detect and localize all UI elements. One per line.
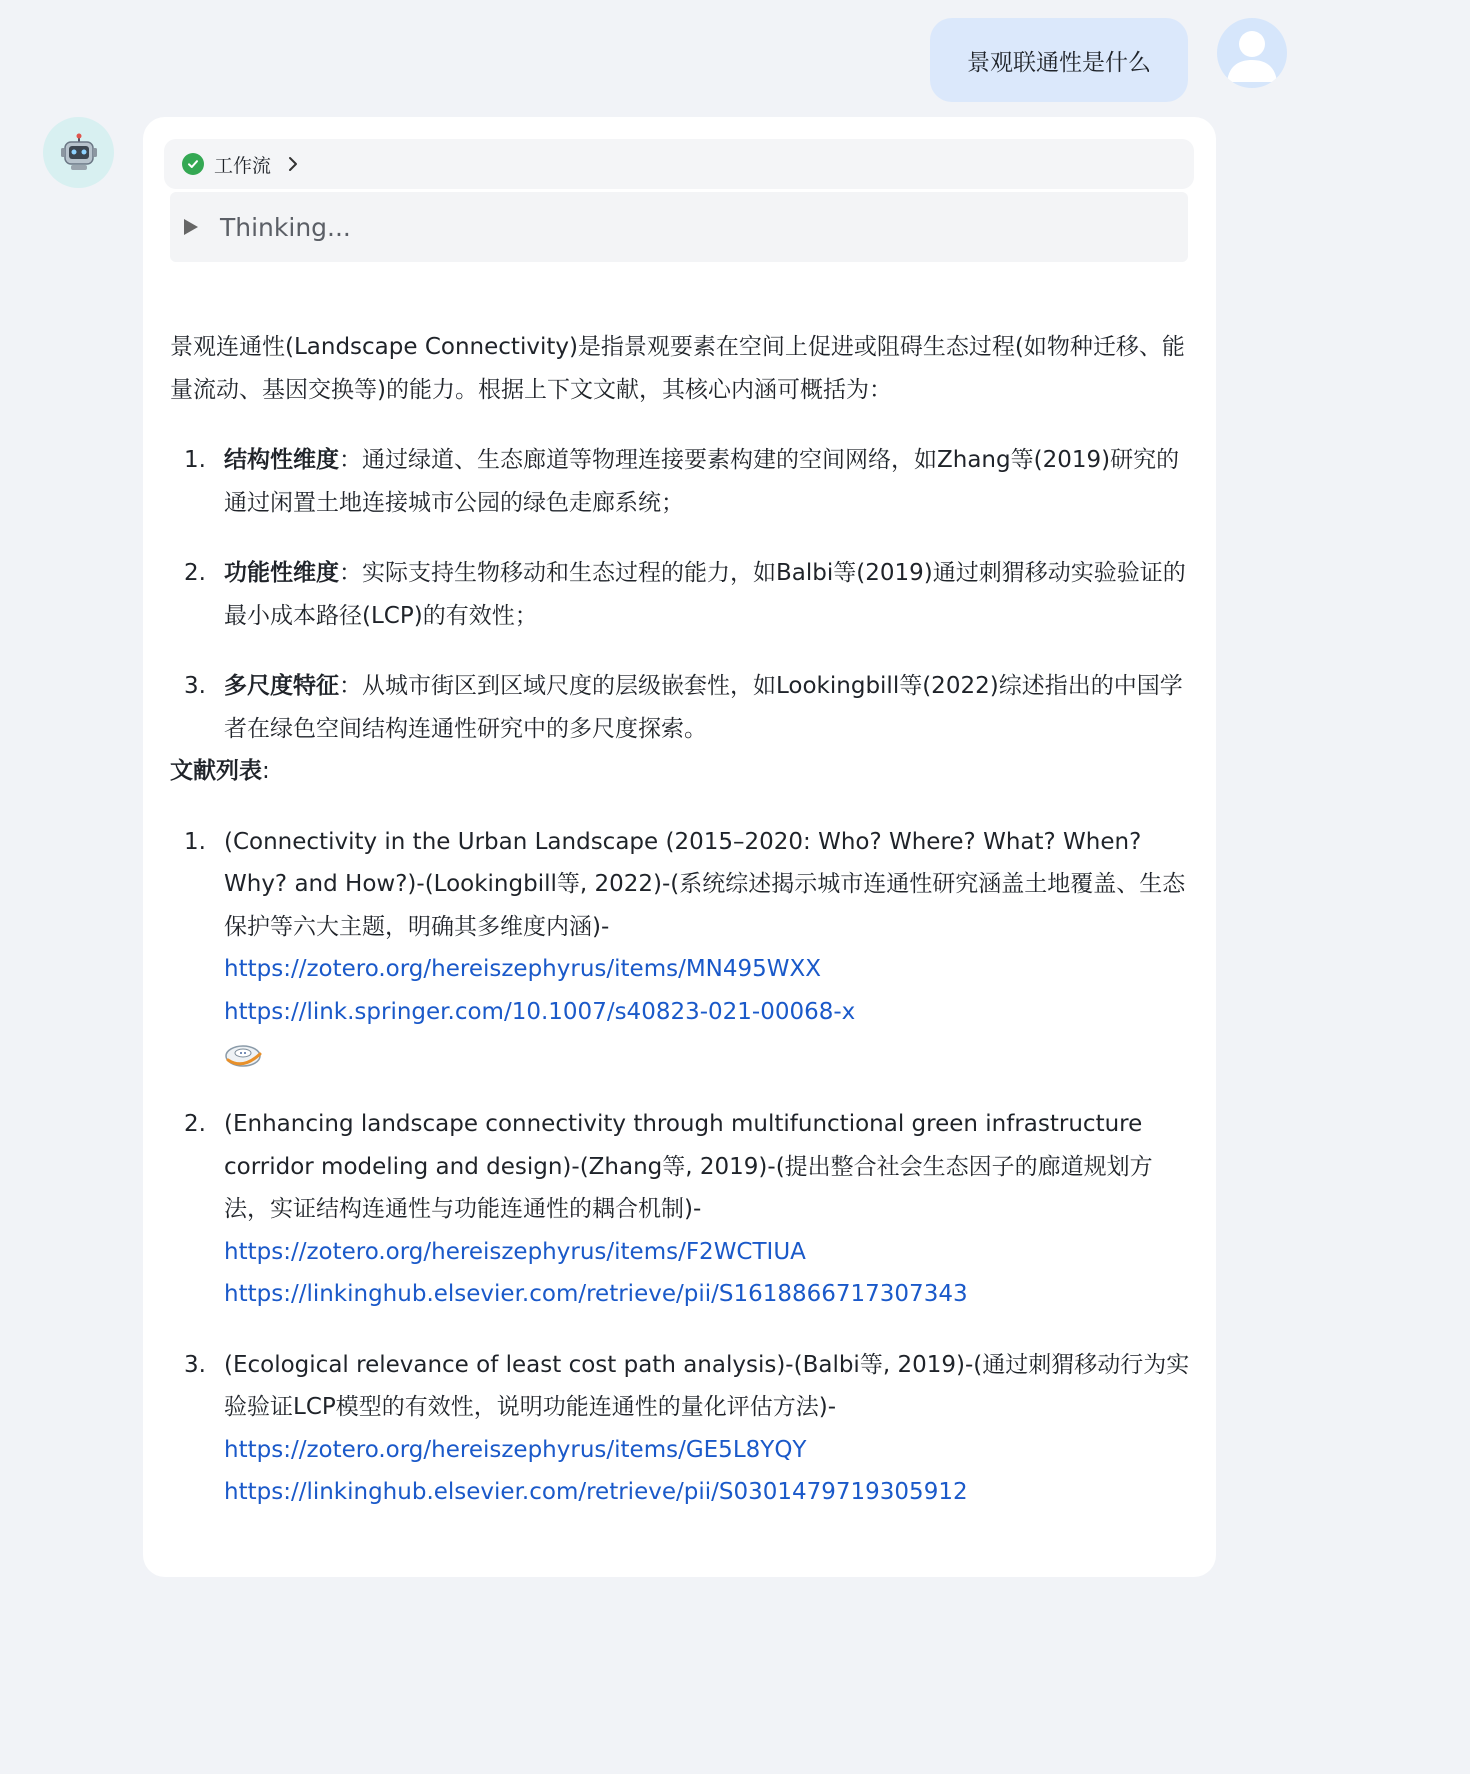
- robot-icon: [43, 117, 114, 188]
- user-message-bubble: [930, 18, 1188, 102]
- list-item: [170, 552, 1190, 637]
- reference-item: [170, 1344, 1190, 1514]
- key-point-text: ：从城市街区到区域尺度的层级嵌套性，如Lookingbill等(2022)综述指出的中国学者在绿色空间结构连通性研究中的多尺度探索。: [224, 673, 1183, 742]
- answer-content: [170, 326, 1190, 1514]
- reference-link[interactable]: https://linkinghub.elsevier.com/retrieve/pii/S1618866717307343: [224, 1281, 968, 1307]
- reference-text: (Ecological relevance of least cost path analysis)-(Balbi等, 2019)-(通过刺猬移动行为实验验证LCP模型的有效性，说明功能连通性的量化评估方法)-: [224, 1351, 1190, 1420]
- reference-item: [170, 821, 1190, 1076]
- key-point-text: ：通过绿道、生态廊道等物理连接要素构建的空间网络，如Zhang等(2019)研究的通过闲置土地连接城市公园的绿色走廊系统；: [224, 447, 1180, 516]
- reference-item: [170, 1103, 1190, 1316]
- references-heading: [170, 750, 1190, 793]
- references-list: [170, 821, 1190, 1514]
- reference-link[interactable]: https://link.springer.com/10.1007/s40823-021-00068-x: [224, 998, 856, 1025]
- list-number: 3.: [184, 673, 206, 699]
- user-avatar-icon[interactable]: [1217, 18, 1287, 88]
- list-item: [170, 665, 1190, 750]
- triangle-right-icon: [184, 219, 198, 235]
- reference-text: (Enhancing landscape connectivity through multifunctional green infrastructure corridor modeling and design)-(Zhang等, 2019)-(提出整合社会生态因子的廊道规划方法，实证结构连通性与功能连通性的耦合机制)-: [224, 1111, 1153, 1222]
- workflow-label: 工作流: [214, 154, 272, 177]
- check-circle-icon: [182, 153, 204, 175]
- list-number: 1.: [184, 447, 206, 473]
- key-points-list: [170, 439, 1190, 750]
- list-number: 2.: [184, 1111, 206, 1137]
- key-point-title: 功能性维度: [224, 560, 339, 586]
- key-point-title: 结构性维度: [224, 447, 339, 473]
- key-point-title: 多尺度特征: [224, 673, 339, 699]
- answer-intro: 景观连通性(Landscape Connectivity)是指景观要素在空间上促进或阻碍生态过程(如物种迁移、能量流动、基因交换等)的能力。根据上下文文献，其核心内涵可概括为：: [170, 334, 1185, 403]
- list-number: 3.: [184, 1351, 206, 1378]
- references-heading-colon: :: [262, 758, 270, 784]
- reference-link[interactable]: https://zotero.org/hereiszephyrus/items/MN495WXX: [224, 956, 822, 982]
- chevron-right-icon[interactable]: [287, 156, 299, 172]
- list-number: 1.: [184, 828, 206, 855]
- reference-link[interactable]: https://linkinghub.elsevier.com/retrieve/pii/S0301479719305912: [224, 1479, 968, 1505]
- references-heading-text: 文献列表: [170, 758, 262, 784]
- workflow-header[interactable]: [164, 139, 1194, 189]
- reference-text: (Connectivity in the Urban Landscape (2015–2020: Who? Where? What? When? Why? and How?)-(Lookingbill等, 2022)-(系统综述揭示城市连通性研究涵盖土地覆盖、生态保护等六大主题，明确其多维度内涵)-: [224, 828, 1186, 940]
- list-item: [170, 439, 1190, 524]
- user-message-text: 景观联通性是什么: [967, 49, 1151, 76]
- zotero-logo-icon[interactable]: [224, 1033, 1190, 1075]
- key-point-text: ：实际支持生物移动和生态过程的能力，如Balbi等(2019)通过刺猬移动实验验证的最小成本路径(LCP)的有效性；: [224, 560, 1186, 629]
- thinking-toggle[interactable]: [170, 192, 1188, 262]
- thinking-label: Thinking...: [220, 212, 351, 242]
- list-number: 2.: [184, 560, 206, 586]
- reference-link[interactable]: https://zotero.org/hereiszephyrus/items/F2WCTIUA: [224, 1238, 806, 1265]
- reference-link[interactable]: https://zotero.org/hereiszephyrus/items/GE5L8YQY: [224, 1436, 807, 1463]
